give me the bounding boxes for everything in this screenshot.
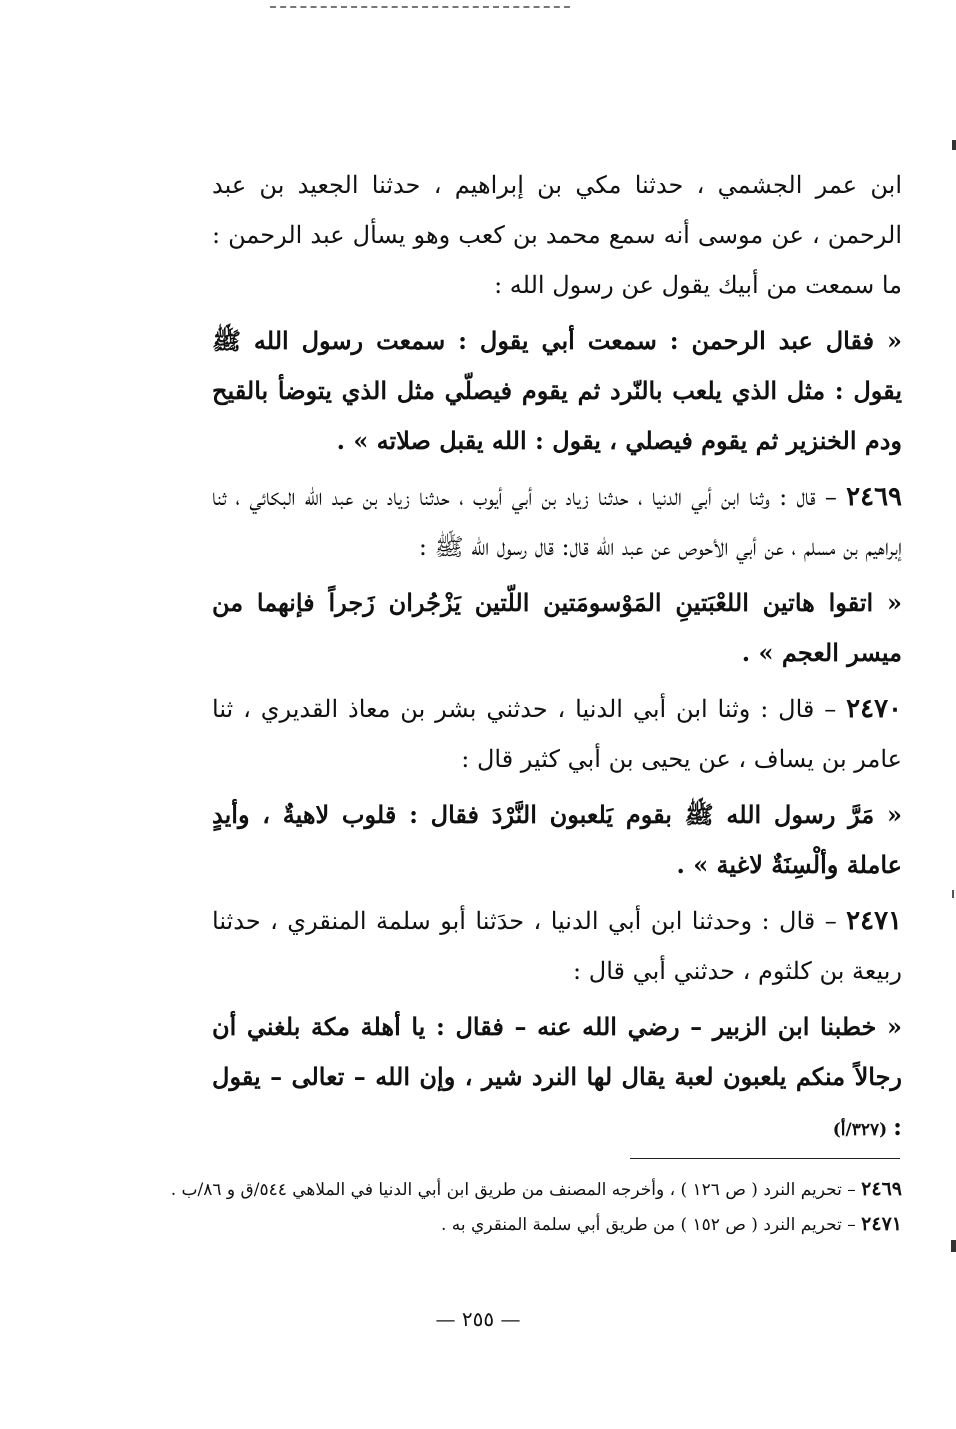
paragraph-text: – قال : وحدثنا ابن أبي الدنيا ، حدَثنا أبو سلمة المنقري ، حدثنا ربيعة بن كلثوم ، حدثني أبي قال : — [212, 907, 902, 985]
hadith-number: ٢٤٧٠ — [846, 694, 902, 724]
scan-edge-mark — [952, 140, 956, 150]
hadith-body: « اتقوا هاتين اللعْبَتينِ المَوْسومَتين اللّتين يَزْجُران زَجراً فإنهما من ميسر العجم » . — [212, 588, 902, 667]
hadith-number: ٢٤٧١ — [846, 906, 902, 936]
hadith-number: ٢٤٦٩ — [846, 482, 902, 512]
manuscript-folio-marker: (٣٢٧/أ) — [832, 1120, 888, 1140]
hadith-text — [212, 1002, 902, 1155]
page-number: — ٢٥٥ — — [435, 1307, 521, 1331]
hadith-text — [212, 316, 902, 466]
scan-edge-mark — [952, 890, 954, 898]
hadith-body: « خطبنا ابن الزبير – رضي الله عنه – فقال : يا أهلة مكة بلغني أن رجالاً منكم يلعبون لعبة يقال لها النرد شير ، وإن الله – تعالى – يقول : — [212, 1012, 902, 1141]
footnote-text: – تحريم النرد ( ص ١٢٦ ) ، وأخرجه المصنف من طريق ابن أبي الدنيا في الملاهي ٥٤٤/ق و ٨٦/ب . — [170, 1180, 862, 1200]
footnote-text: – تحريم النرد ( ص ١٥٢ ) من طريق أبي سلمة المنقري به . — [440, 1215, 862, 1235]
scan-edge-mark — [951, 1240, 956, 1252]
paragraph-text: ابن عمر الجشمي ، حدثنا مكي بن إبراهيم ، حدثنا الجعيد بن عبد الرحمن ، عن موسى أنه سمع محمد بن كعب وهو يسأل عبد الرحمن : ما سمعت من أبيك يقول عن رسول الله : — [212, 171, 902, 299]
paragraph — [212, 896, 902, 996]
top-scan-rule — [270, 6, 570, 8]
footnote-divider — [630, 1158, 900, 1159]
hadith-body: « مَرَّ رسول الله ﷺ بقوم يَلعبون النَّرْدَ فقال : قلوب لاهيةٌ ، وأيدٍ عاملة وألْسِنَةٌ لاغية » . — [212, 800, 902, 879]
paragraph-text: – قال : وثنا ابن أبي الدنيا ، حدثنا زياد بن أبي أيوب ، حدثنا زياد بن عبد الله البكائي ، ثنا إبراهيم بن مسلم ، عن أبي الأحوص عن عبد الله قال: قال رسول الله ﷺ : — [212, 483, 902, 561]
footnote-number: ٢٤٦٩ — [861, 1178, 902, 1200]
footnotes — [160, 1172, 902, 1242]
hadith-text — [212, 578, 902, 678]
paragraph — [212, 684, 902, 784]
footnote — [160, 1172, 902, 1207]
hadith-text — [212, 790, 902, 890]
paragraph — [212, 160, 902, 310]
footnote — [160, 1207, 902, 1242]
paragraph-text: – قال : وثنا ابن أبي الدنيا ، حدثني بشر بن معاذ القديري ، ثنا عامر بن يساف ، عن يحيى بن أبي كثير قال : — [212, 695, 902, 773]
paragraph — [212, 472, 902, 572]
footnote-number: ٢٤٧١ — [861, 1213, 902, 1235]
main-text — [212, 160, 902, 1161]
hadith-body: « فقال عبد الرحمن : سمعت أبي يقول : سمعت رسول الله ﷺ يقول : مثل الذي يلعب بالنّرد ثم يقوم فيصلّي مثل الذي يتوضأ بالقيح ودم الخنزير ثم يقوم فيصلي ، يقول : الله يقبل صلاته » . — [212, 326, 902, 455]
